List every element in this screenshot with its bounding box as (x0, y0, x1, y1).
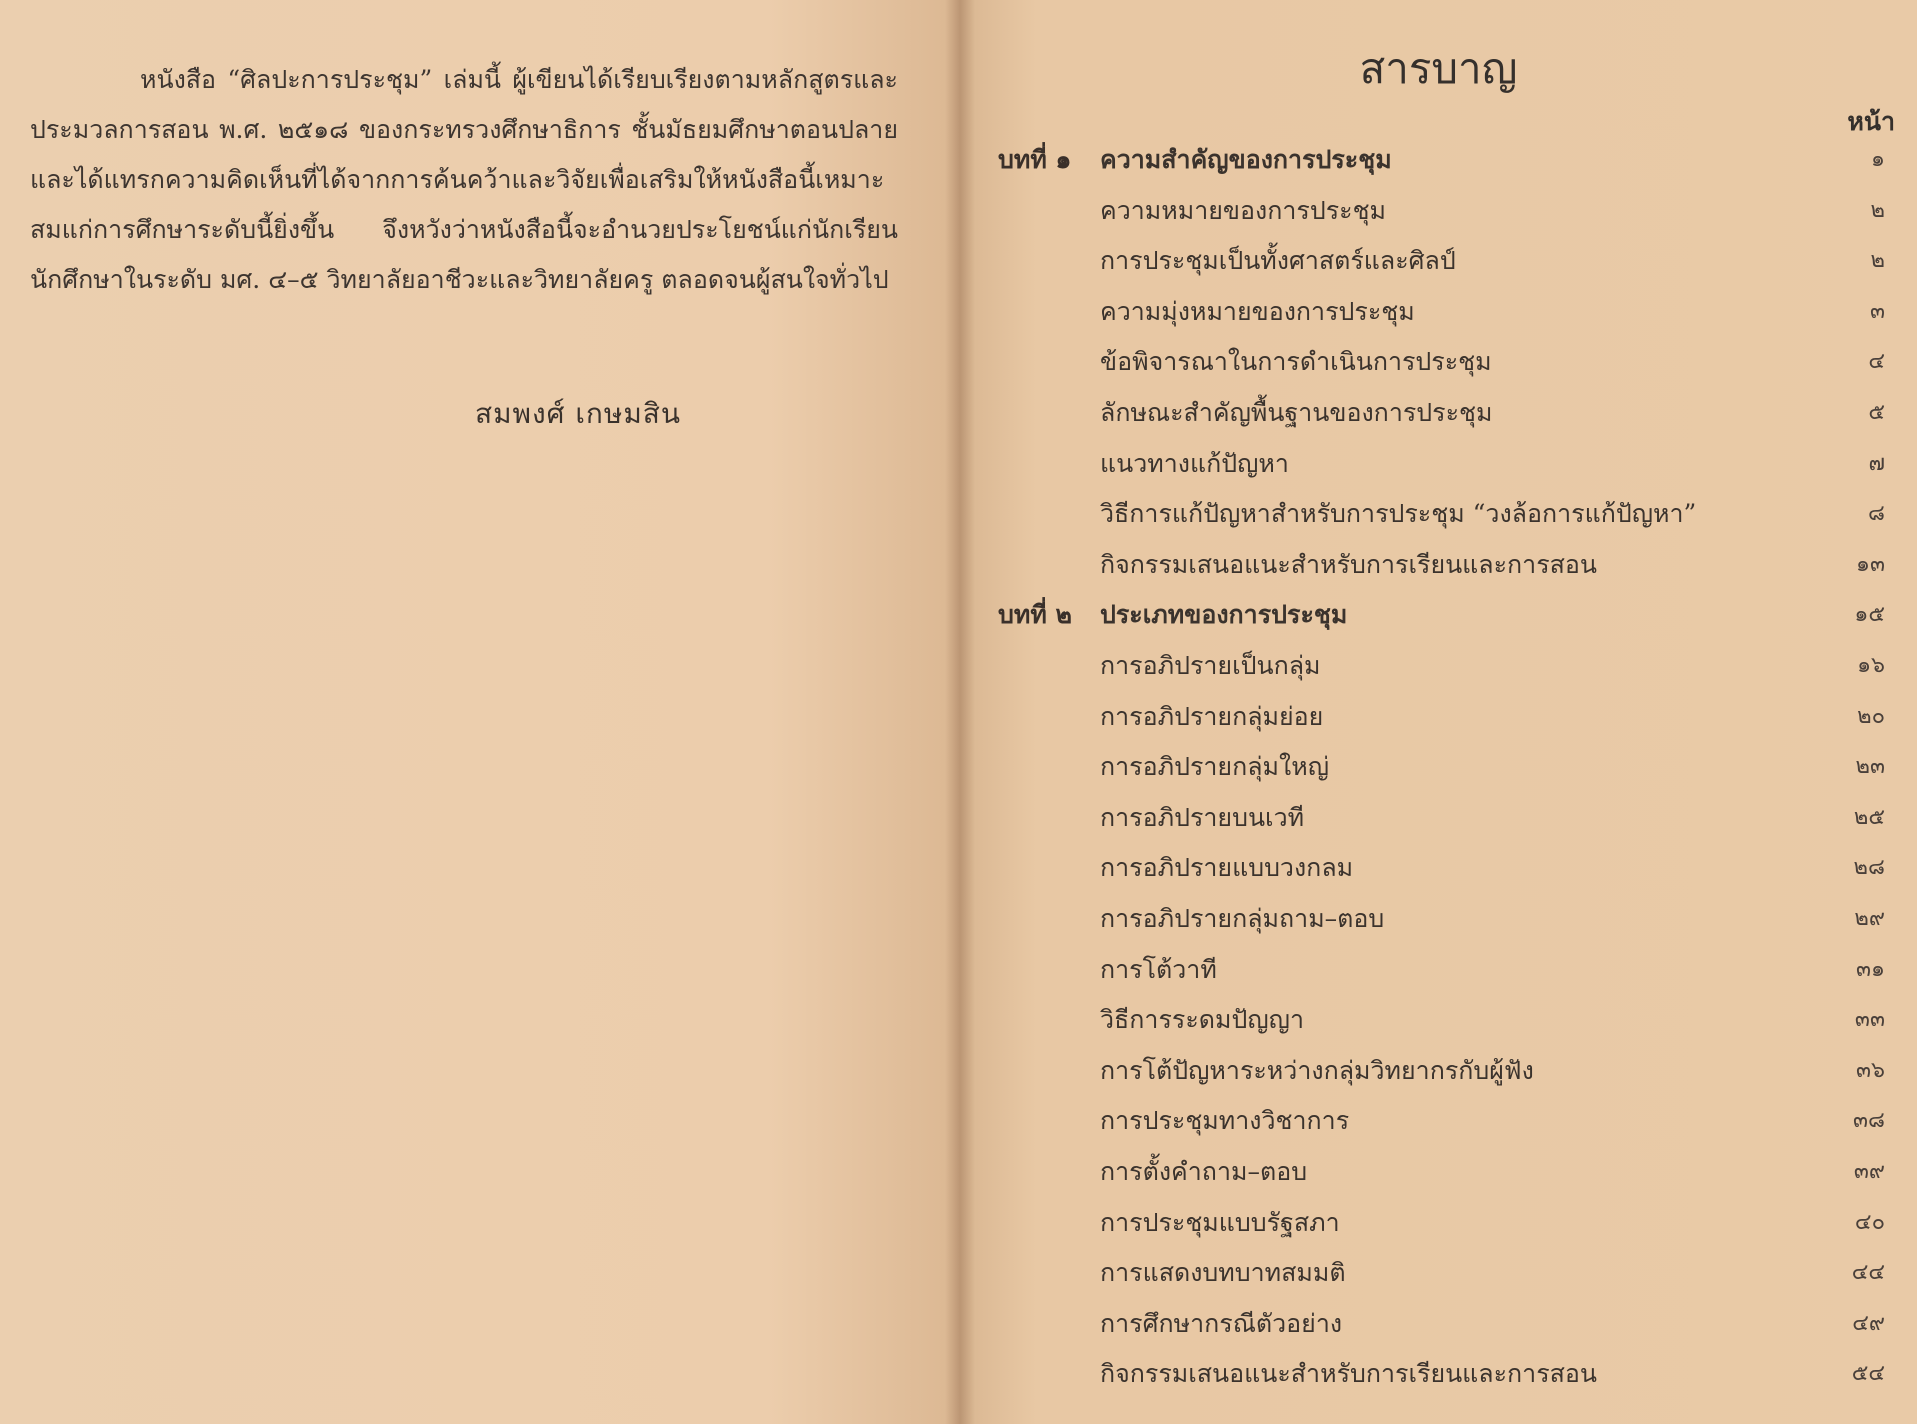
toc-row (960, 494, 1917, 534)
preface-text (30, 55, 898, 305)
page-number: ๔๔ (1851, 1260, 1885, 1285)
page-number: ๓๘ (1852, 1108, 1885, 1133)
section-title: การโต้วาที (1100, 955, 1217, 984)
toc-row (960, 292, 1917, 332)
toc-row (960, 1101, 1917, 1141)
toc-row (960, 950, 1917, 990)
section-title: ความมุ่งหมายของการประชุม (1100, 297, 1415, 326)
book-gutter (945, 0, 975, 1424)
toc-row (960, 342, 1917, 382)
page-number: ๗ (1868, 451, 1885, 476)
section-title: การตั้งคำถาม–ตอบ (1100, 1157, 1308, 1186)
page-number: ๓ (1869, 299, 1885, 324)
contents-page (960, 0, 1917, 1424)
toc-row (960, 1152, 1917, 1192)
toc-row (960, 747, 1917, 787)
page-number: ๓๑ (1855, 957, 1885, 982)
toc-row (960, 545, 1917, 585)
section-title: การอภิปรายกลุ่มใหญ่ (1100, 752, 1330, 781)
section-title: ข้อพิจารณาในการดำเนินการประชุม (1100, 347, 1492, 376)
chapter-number: บทที่ ๒ (998, 600, 1073, 629)
page-number: ๒ (1870, 198, 1885, 223)
toc-row (960, 646, 1917, 686)
section-title: การอภิปรายกลุ่มถาม–ตอบ (1100, 904, 1385, 933)
toc-row (960, 848, 1917, 888)
page-number: ๒ (1870, 248, 1885, 273)
section-title: กิจกรรมเสนอแนะสำหรับการเรียนและการสอน (1100, 1359, 1598, 1388)
page-number: ๓๓ (1854, 1007, 1885, 1032)
toc-row (960, 393, 1917, 433)
page-number: ๔๐ (1854, 1210, 1885, 1235)
page-number: ๑๓ (1855, 552, 1885, 577)
preface-paragraph: หนังสือ “ศิลปะการประชุม” เล่มนี้ ผู้เขียนได้เรียบเรียงตามหลักสูตรและประมวลการสอน พ.ศ. ๒๕๑๘ ของกระทรวงศึกษาธิการ ชั้นมัธยมศึกษาตอนปลาย และได้แทรกความคิดเห็นที่ได้จากการค้นคว้าและวิจัยเพื่อเสริมให้หนังสือนี้เหมาะสมแก่การศึกษาระดับนี้ยิ่งขึ้น จึงหวังว่าหนังสือนี้จะอำนวยประโยชน์แก่นักเรียน นักศึกษาในระดับ มศ. ๔–๕ วิทยาลัยอาชีวะและวิทยาลัยครู ตลอดจนผู้สนใจทั่วไป (30, 65, 898, 294)
toc-row (960, 697, 1917, 737)
page-number: ๒๕ (1853, 805, 1885, 830)
toc-row (960, 241, 1917, 281)
page-number: ๘ (1868, 501, 1885, 526)
author-name: สมพงศ์ เกษมสิน (475, 397, 682, 430)
toc-row (960, 595, 1917, 635)
chapter-title: ความสำคัญของการประชุม (1100, 145, 1392, 174)
section-title: การประชุมทางวิชาการ (1100, 1106, 1350, 1135)
page-number: ๓๖ (1855, 1058, 1885, 1083)
page-number: ๕ (1868, 400, 1885, 425)
page-number: ๓๙ (1853, 1159, 1885, 1184)
section-title: ความหมายของการประชุม (1100, 196, 1387, 225)
page-number: ๔๙ (1852, 1311, 1885, 1336)
section-title: การประชุมแบบรัฐสภา (1100, 1208, 1340, 1237)
toc-row (960, 798, 1917, 838)
toc-row (960, 1000, 1917, 1040)
toc-row (960, 1304, 1917, 1344)
toc-row (960, 1253, 1917, 1293)
page-number: ๑๕ (1854, 602, 1885, 627)
toc-row (960, 1051, 1917, 1091)
section-title: แนวทางแก้ปัญหา (1100, 449, 1289, 478)
toc-row (960, 1203, 1917, 1243)
section-title: กิจกรรมเสนอแนะสำหรับการเรียนและการสอน (1100, 550, 1598, 579)
section-title: การแสดงบทบาทสมมติ (1100, 1258, 1346, 1287)
section-title: การโต้ปัญหาระหว่างกลุ่มวิทยากรกับผู้ฟัง (1100, 1056, 1534, 1085)
page-number: ๑ (1871, 147, 1885, 172)
toc-row (960, 444, 1917, 484)
chapter-number: บทที่ ๑ (998, 145, 1072, 174)
section-title: การอภิปรายบนเวที (1100, 803, 1305, 832)
page-number: ๒๐ (1857, 704, 1885, 729)
toc-row (960, 191, 1917, 231)
toc-row (960, 899, 1917, 939)
section-title: การอภิปรายแบบวงกลม (1100, 853, 1354, 882)
toc-row (960, 1354, 1917, 1394)
page-number: ๒๘ (1853, 855, 1885, 880)
page-number: ๑๖ (1857, 653, 1885, 678)
contents-title: สารบาญ (1359, 44, 1518, 93)
toc-row (960, 140, 1917, 180)
page-column-label: หน้า (1847, 107, 1895, 136)
page-number: ๕๔ (1851, 1361, 1885, 1386)
section-title: การศึกษากรณีตัวอย่าง (1100, 1309, 1343, 1338)
section-title: การประชุมเป็นทั้งศาสตร์และศิลป์ (1100, 246, 1456, 275)
section-title: การอภิปรายกลุ่มย่อย (1100, 702, 1324, 731)
page-number: ๒๓ (1855, 754, 1885, 779)
section-title: การอภิปรายเป็นกลุ่ม (1100, 651, 1321, 680)
section-title: วิธีการแก้ปัญหาสำหรับการประชุม “วงล้อการแก้ปัญหา” (1100, 499, 1697, 528)
page-number: ๒๙ (1854, 906, 1885, 931)
page-number: ๔ (1868, 349, 1885, 374)
section-title: ลักษณะสำคัญพื้นฐานของการประชุม (1100, 398, 1493, 427)
section-title: วิธีการระดมปัญญา (1100, 1005, 1304, 1034)
chapter-title: ประเภทของการประชุม (1100, 600, 1348, 629)
